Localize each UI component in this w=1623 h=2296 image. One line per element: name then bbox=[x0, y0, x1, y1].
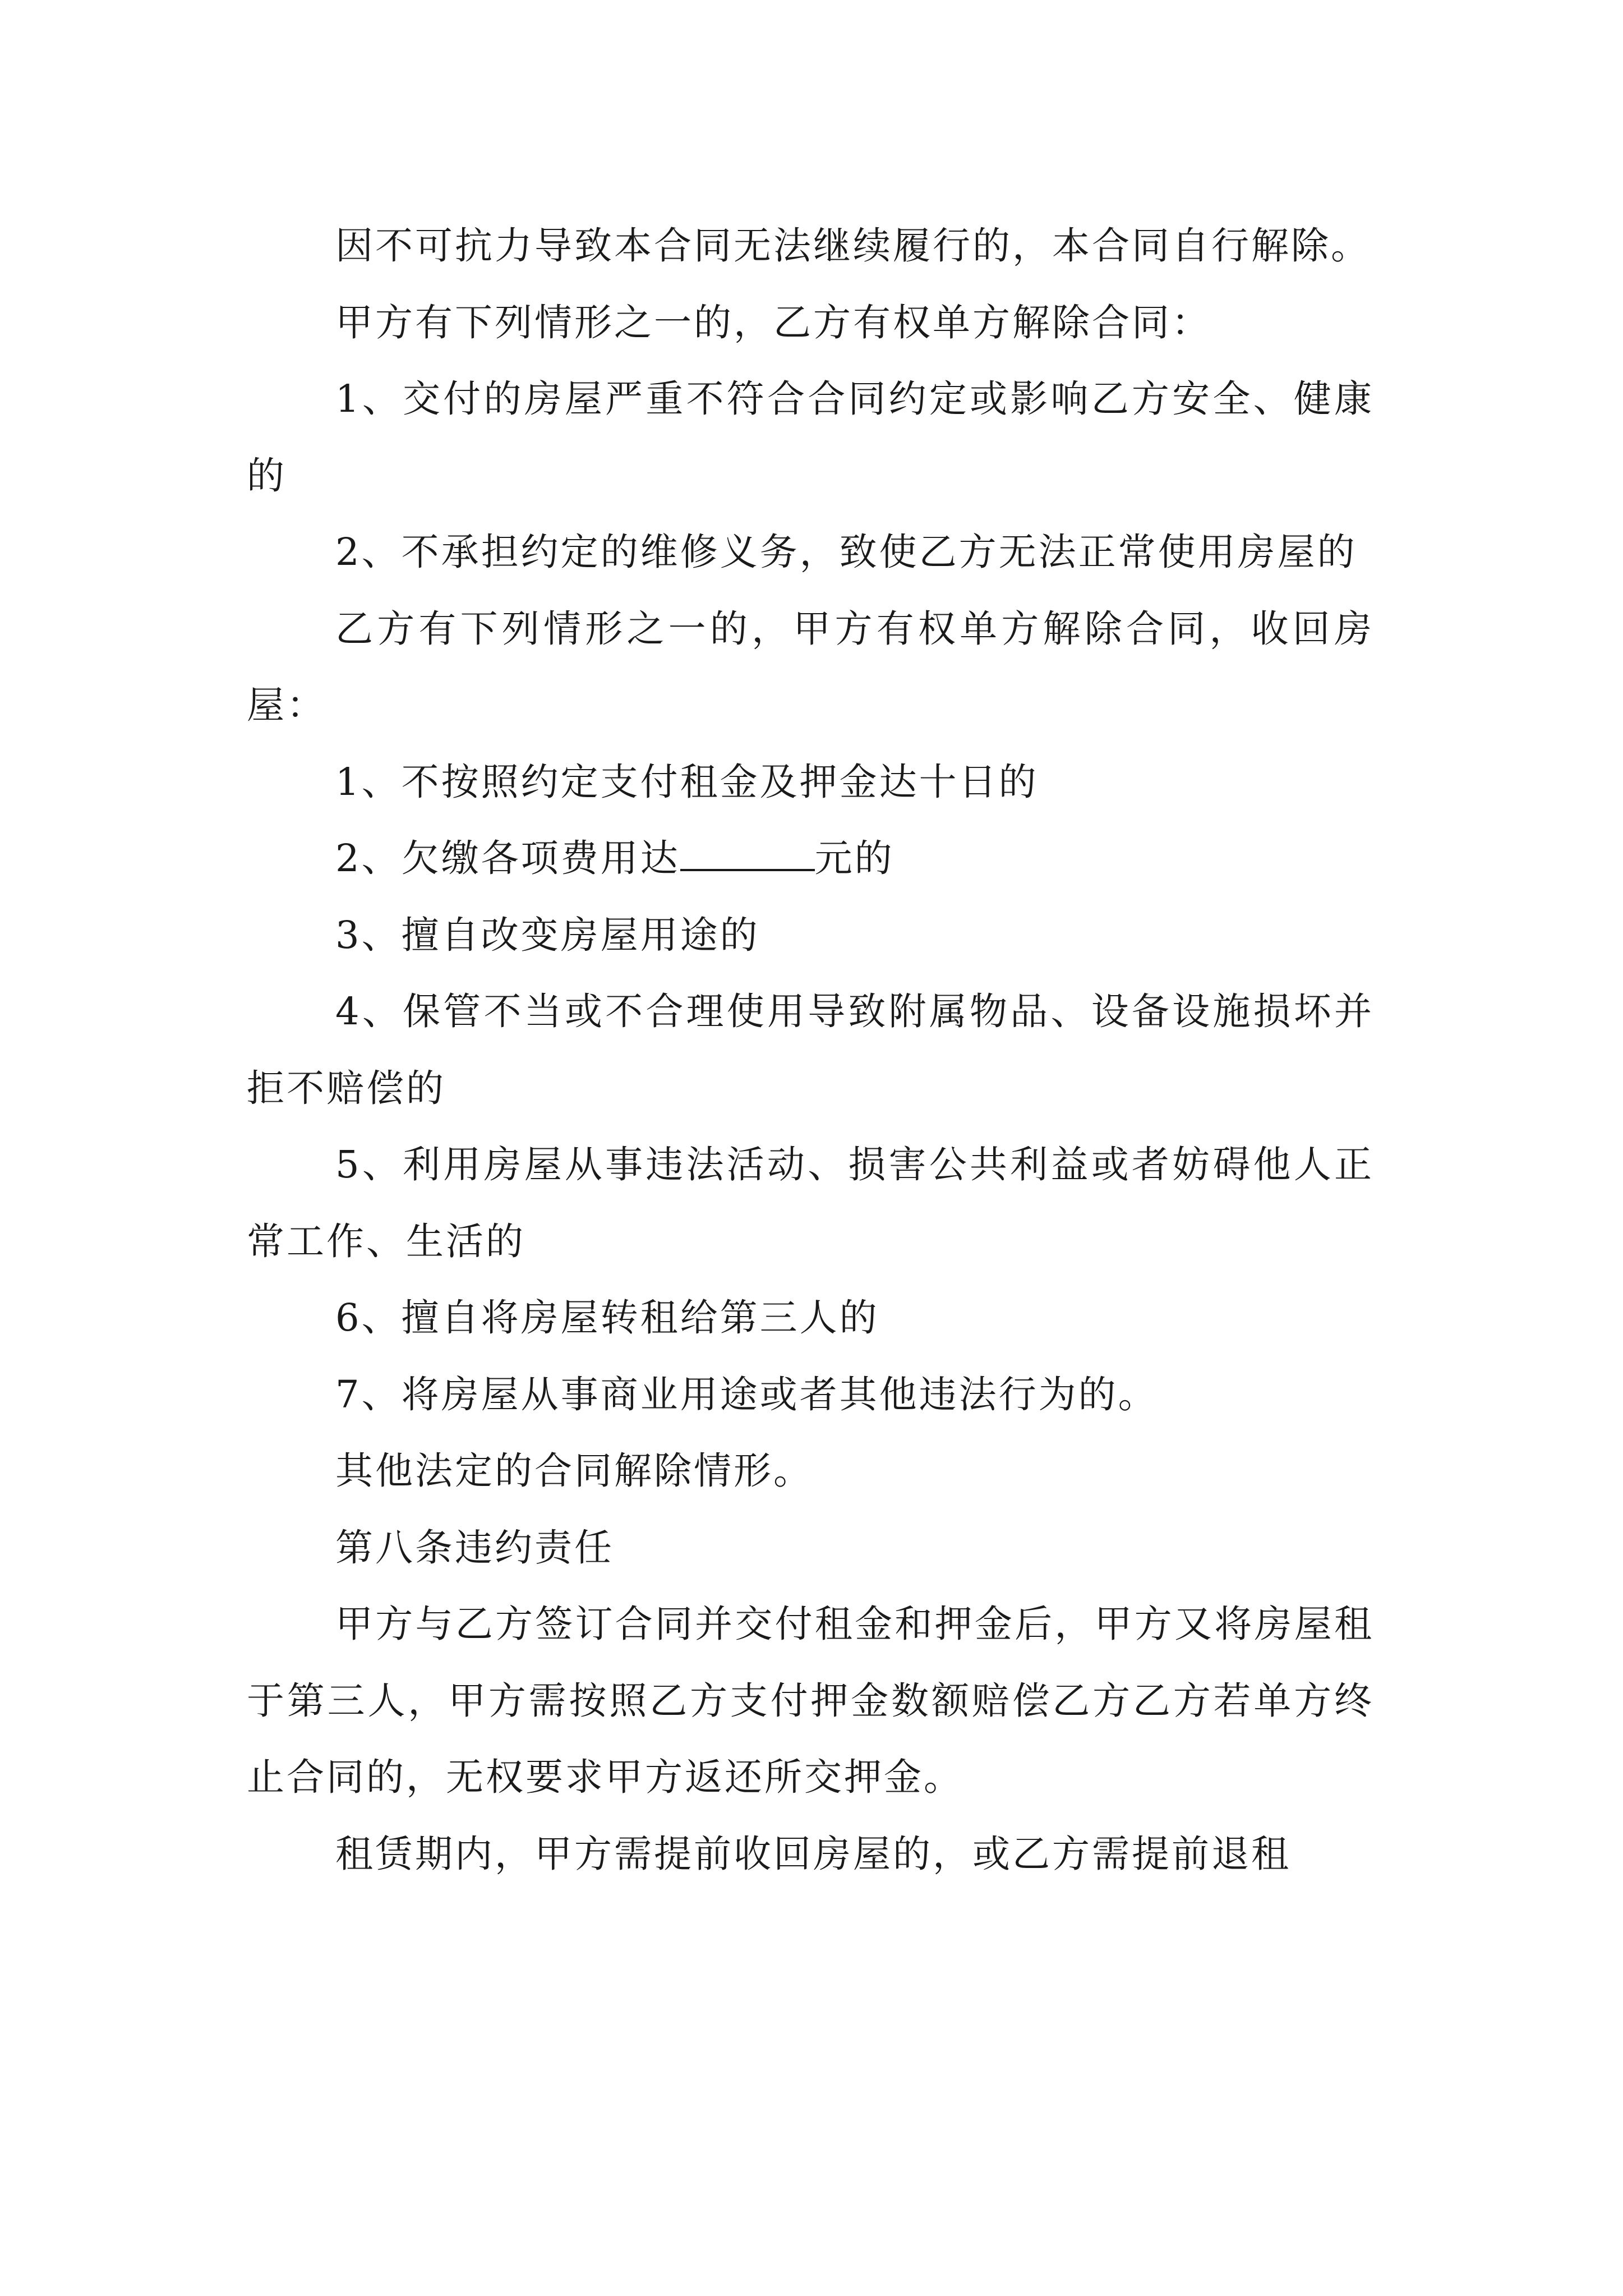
paragraph-party-b-conditions: 乙方有下列情形之一的，甲方有权单方解除合同，收回房屋： bbox=[247, 606, 1374, 727]
paragraph-breach-deposit: 甲方与乙方签订合同并交付租金和押金后，甲方又将房屋租于第三人，甲方需按照乙方支付押金数额赔偿乙方乙方若单方终止合同的，无权要求甲方返还所交押金。 bbox=[247, 1602, 1374, 1799]
list-item-b-3: 3、擅自改变房屋用途的 bbox=[335, 913, 760, 957]
list-item-b-4: 4、保管不当或不合理使用导致附属物品、设备设施损坏并拒不赔偿的 bbox=[247, 990, 1374, 1110]
list-item-b-6: 6、擅自将房屋转租给第三人的 bbox=[335, 1296, 879, 1340]
blank-amount-line bbox=[680, 835, 815, 871]
list-item-b-2-suffix: 元的 bbox=[814, 836, 895, 880]
list-item-b-7: 7、将房屋从事商业用途或者其他违法行为的。 bbox=[335, 1372, 1158, 1416]
list-item-b-1: 1、不按照约定支付租金及押金达十日的 bbox=[335, 760, 1039, 804]
document-body bbox=[247, 208, 1374, 1892]
paragraph-early-termination: 租赁期内，甲方需提前收回房屋的，或乙方需提前退租 bbox=[335, 1832, 1291, 1876]
list-item-b-5: 5、利用房屋从事违法活动、损害公共利益或者妨碍他人正常工作、生活的 bbox=[247, 1143, 1374, 1263]
list-item-b-2 bbox=[247, 820, 1374, 897]
paragraph-party-a-conditions: 甲方有下列情形之一的，乙方有权单方解除合同： bbox=[335, 300, 1211, 344]
list-item-a-1: 1、交付的房屋严重不符合合同约定或影响乙方安全、健康的 bbox=[247, 377, 1374, 498]
section-heading-article-8: 第八条违约责任 bbox=[335, 1525, 614, 1570]
list-item-a-2: 2、不承担约定的维修义务，致使乙方无法正常使用房屋的 bbox=[335, 530, 1357, 574]
paragraph-other-termination: 其他法定的合同解除情形。 bbox=[335, 1449, 813, 1493]
paragraph-force-majeure: 因不可抗力导致本合同无法继续履行的，本合同自行解除。 bbox=[335, 224, 1371, 268]
list-item-b-2-prefix: 2、欠缴各项费用达 bbox=[335, 836, 680, 880]
